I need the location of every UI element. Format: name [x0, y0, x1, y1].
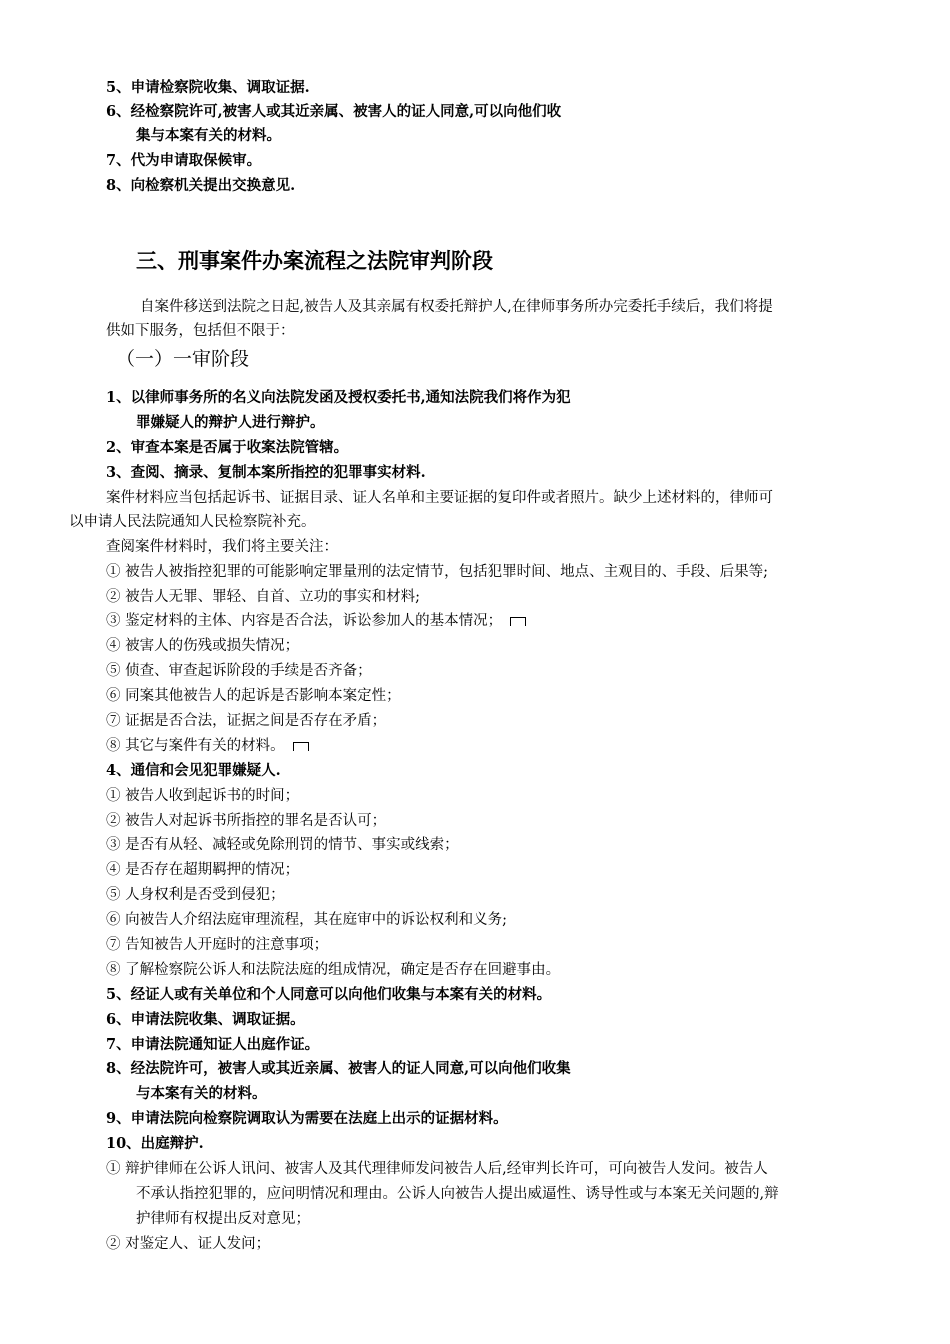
meeting-item-7: ⑦ 告知被告人开庭时的注意事项；: [106, 937, 329, 953]
materials-line-1: 案件材料应当包括起诉书、证据目录、证人名单和主要证据的复印件或者照片。缺少上述材料的，律师可: [106, 490, 773, 506]
focus-item-3: ③ 鉴定材料的主体、内容是否合法，诉讼参加人的基本情况；: [106, 611, 526, 631]
item-10: 10、出庭辩护.: [106, 1135, 204, 1152]
item-1-cont: 罪嫌疑人的辩护人进行辩护。: [136, 414, 325, 431]
meeting-item-8: ⑧ 了解检察院公诉人和法院法庭的组成情况，确定是否存在回避事由。: [106, 962, 561, 978]
top-list-item-5: 5、申请检察院收集、调取证据.: [106, 79, 310, 96]
focus-item-6: ⑥ 同案其他被告人的起诉是否影响本案定性；: [106, 688, 401, 704]
meeting-item-1: ① 被告人收到起诉书的时间；: [106, 788, 300, 804]
top-list-item-7: 7、代为申请取保候审。: [106, 152, 262, 169]
meeting-item-5: ⑤ 人身权利是否受到侵犯；: [106, 887, 285, 903]
subsection-title: （一）一审阶段: [116, 348, 250, 370]
focus-item-2: ② 被告人无罪、罪轻、自首、立功的事实和材料;: [106, 589, 420, 605]
intro-line-2: 供如下服务，包括但不限于：: [106, 323, 295, 339]
item-6: 6、申请法院收集、调取证据。: [106, 1011, 305, 1028]
item-3: 3、查阅、摘录、复制本案所指控的犯罪事实材料.: [106, 464, 426, 481]
materials-line-2: 以申请人民法院通知人民检察院补充。: [69, 514, 316, 530]
focus-item-8: ⑧ 其它与案件有关的材料。: [106, 736, 309, 756]
meeting-item-2: ② 被告人对起诉书所指控的罪名是否认可；: [106, 813, 387, 829]
meeting-item-6: ⑥ 向被告人介绍法庭审理流程，其在庭审中的诉讼权利和义务;: [106, 912, 507, 928]
edit-mark-icon: [510, 617, 526, 626]
focus-item-1: ① 被告人被指控犯罪的可能影响定罪量刑的法定情节，包括犯罪时间、地点、主观目的、手段、后果等;: [106, 564, 768, 580]
item-9: 9、申请法院向检察院调取认为需要在法庭上出示的证据材料。: [106, 1110, 508, 1127]
focus-item-7: ⑦ 证据是否合法，证据之间是否存在矛盾；: [106, 713, 387, 729]
item-2: 2、审查本案是否属于收案法院管辖。: [106, 439, 349, 456]
meeting-item-4: ④ 是否存在超期羁押的情况；: [106, 862, 300, 878]
edit-mark-icon: [293, 742, 309, 751]
item-4: 4、通信和会见犯罪嫌疑人.: [106, 762, 281, 779]
section-title: 三、刑事案件办案流程之法院审判阶段: [136, 248, 493, 273]
focus-item-4: ④ 被害人的伤残或损失情况；: [106, 638, 300, 654]
item-7: 7、申请法院通知证人出庭作证。: [106, 1036, 320, 1053]
top-list-item-8: 8、向检察机关提出交换意见.: [106, 177, 296, 194]
court-item-2: ② 对鉴定人、证人发问；: [106, 1236, 271, 1252]
item-1: 1、以律师事务所的名义向法院发函及授权委托书,通知法院我们将作为犯: [106, 389, 571, 406]
item-5: 5、经证人或有关单位和个人同意可以向他们收集与本案有关的材料。: [106, 986, 552, 1003]
top-list-item-6: 6、经检察院许可,被害人或其近亲属、被害人的证人同意,可以向他们收: [106, 103, 562, 120]
court-item-1: ① 辩护律师在公诉人讯问、被害人及其代理律师发问被告人后,经审判长许可，可向被告人发问。被告人: [106, 1161, 768, 1177]
item-8-cont: 与本案有关的材料。: [136, 1085, 267, 1102]
materials-line-3: 查阅案件材料时，我们将主要关注：: [106, 539, 338, 555]
meeting-item-3: ③ 是否有从轻、减轻或免除刑罚的情节、事实或线索；: [106, 837, 459, 853]
court-item-1-cont-2: 护律师有权提出反对意见；: [136, 1211, 310, 1227]
focus-item-5: ⑤ 侦查、审查起诉阶段的手续是否齐备；: [106, 663, 372, 679]
item-8: 8、经法院许可，被害人或其近亲属、被害人的证人同意,可以向他们收集: [106, 1060, 571, 1077]
intro-line-1: 自案件移送到法院之日起,被告人及其亲属有权委托辩护人,在律师事务所办完委托手续后，我们将提: [140, 299, 773, 315]
top-list-item-6-cont: 集与本案有关的材料。: [136, 127, 281, 144]
court-item-1-cont-1: 不承认指控犯罪的，应问明情况和理由。公诉人向被告人提出威逼性、诱导性或与本案无关问题的,辩: [136, 1186, 779, 1202]
